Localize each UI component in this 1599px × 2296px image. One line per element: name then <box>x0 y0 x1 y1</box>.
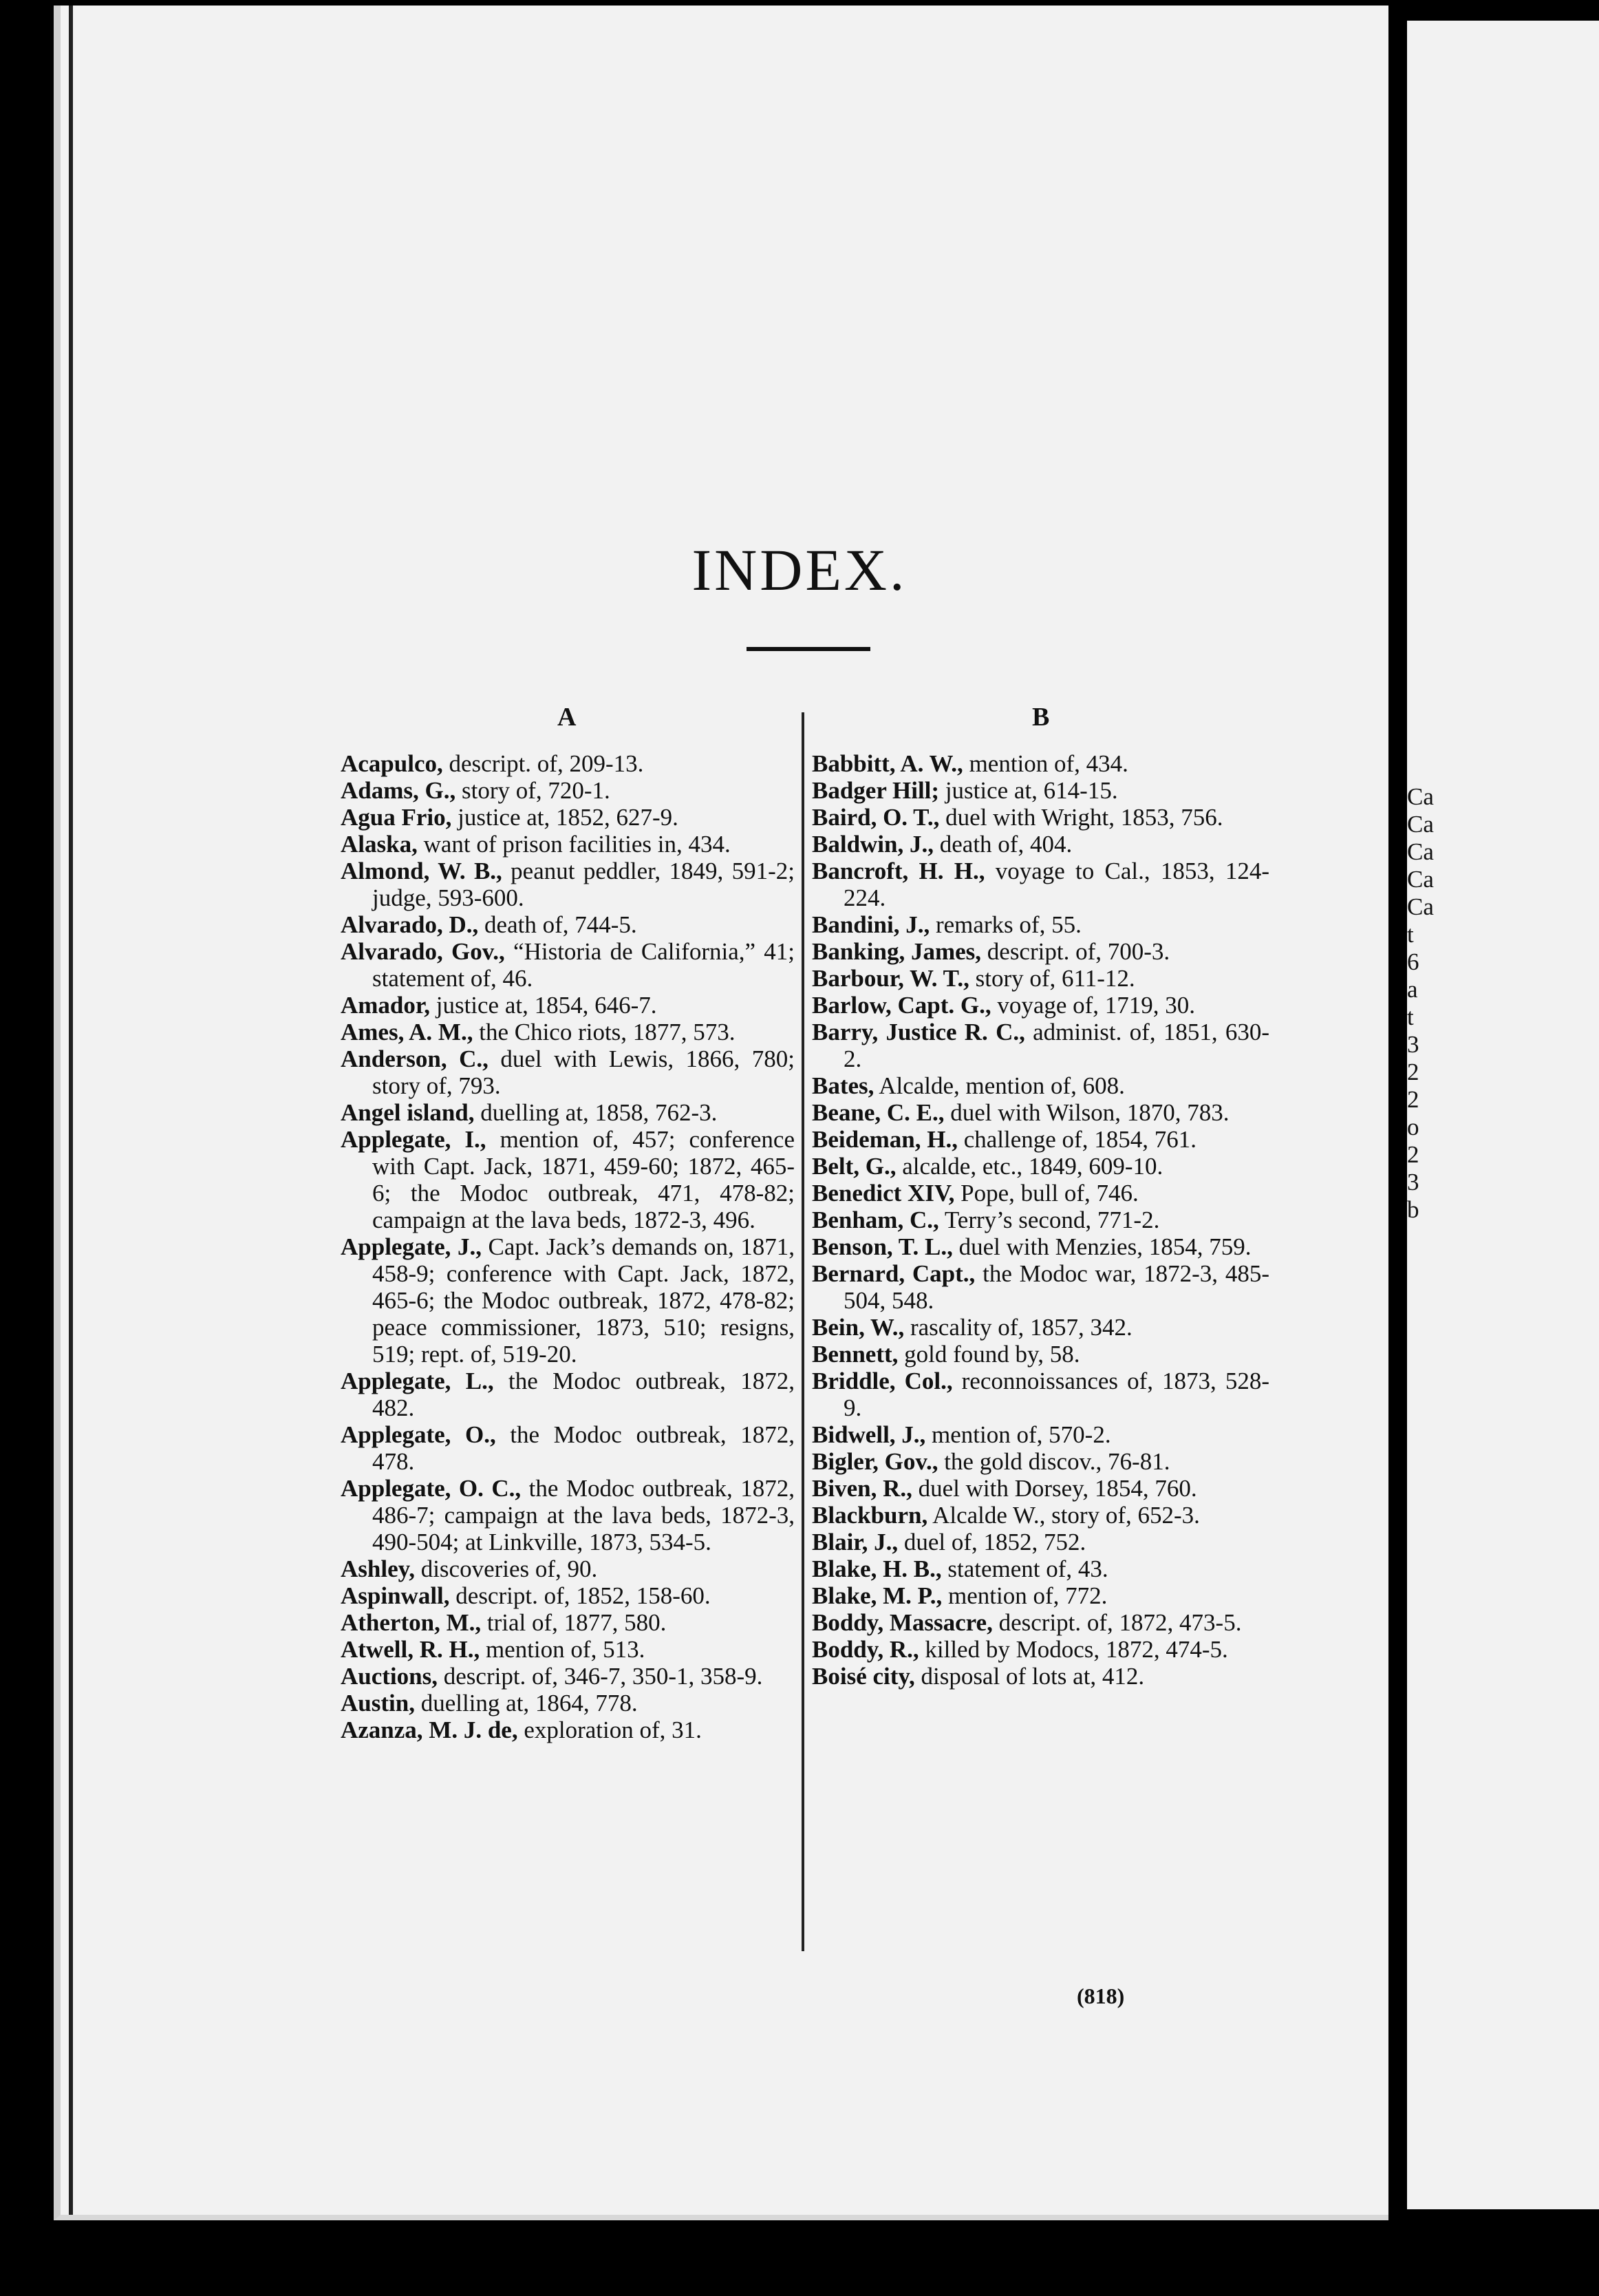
entry-heading: Boddy, Massacre, <box>812 1609 993 1636</box>
index-entry <box>341 992 795 1019</box>
entry-references: mention of, 434. <box>963 750 1128 777</box>
entry-references: duel of, 1852, 752. <box>898 1529 1086 1555</box>
facing-page-fragment: a <box>1407 976 1418 1003</box>
entry-heading: Anderson, C., <box>341 1045 489 1072</box>
facing-page-fragment: Ca <box>1407 811 1434 838</box>
entry-heading: Benedict XIV, <box>812 1180 955 1207</box>
entry-references: death of, 404. <box>934 831 1073 858</box>
entry-references: disposal of lots at, 412. <box>914 1663 1145 1690</box>
index-entry <box>812 1555 1269 1582</box>
index-entry <box>812 992 1269 1019</box>
section-heading-b: B <box>1032 703 1050 732</box>
entry-references: reconnoissances of, 1873, 528-9. <box>844 1368 1269 1421</box>
index-entry <box>812 858 1269 911</box>
index-entry <box>812 1502 1269 1529</box>
entry-references: administ. of, 1851, 630-2. <box>844 1019 1269 1072</box>
index-entry <box>812 1636 1269 1663</box>
index-entry <box>812 1475 1269 1502</box>
facing-page-fragment: Ca <box>1407 893 1434 920</box>
entry-references: justice at, 1852, 627-9. <box>451 804 678 831</box>
index-entry <box>341 1582 795 1609</box>
index-entry <box>812 831 1269 858</box>
index-entry <box>812 1180 1269 1207</box>
index-entry <box>341 1555 795 1582</box>
entry-references: Pope, bull of, 746. <box>954 1180 1139 1207</box>
index-entry <box>341 1126 795 1233</box>
entry-references: challenge of, 1854, 761. <box>957 1126 1196 1153</box>
entry-heading: Blair, J., <box>812 1529 899 1555</box>
entry-references: alcalde, etc., 1849, 609-10. <box>896 1153 1163 1180</box>
index-entry <box>812 1019 1269 1072</box>
entry-heading: Blake, M. P., <box>812 1582 943 1609</box>
index-column-a <box>341 750 795 1743</box>
index-entry <box>341 1421 795 1475</box>
entry-references: story of, 611-12. <box>969 965 1135 992</box>
entry-references: mention of, 457; conference with Capt. Jack, 1871, 459-60; 1872, 465-6; the Modoc outbreak, 471, 478-82; campaign at the lava beds, 1872-3, 496. <box>372 1126 795 1233</box>
entry-references: discoveries of, 90. <box>414 1555 598 1582</box>
facing-page-fragment: 3 <box>1407 1169 1419 1195</box>
index-entry <box>341 938 795 992</box>
entry-heading: Applegate, J., <box>341 1233 482 1260</box>
entry-heading: Bennett, <box>812 1341 899 1368</box>
index-entry <box>341 1475 795 1555</box>
index-entry <box>812 1153 1269 1180</box>
index-entry <box>341 1019 795 1045</box>
entry-references: Capt. Jack’s demands on, 1871, 458-9; conference with Capt. Jack, 1872, 465-6; the Modoc outbreak, 1872, 478-82; peace commissioner, 1873, 510; resigns, 519; rept. of, 519-20. <box>372 1233 795 1368</box>
entry-references: descript. of, 1872, 473-5. <box>992 1609 1242 1636</box>
index-entry <box>341 858 795 911</box>
entry-references: statement of, 43. <box>941 1555 1108 1582</box>
entry-references: the Modoc outbreak, 1872, 486-7; campaign at the lava beds, 1872-3, 490-504; at Linkville, 1873, 534-5. <box>372 1475 795 1555</box>
index-entry <box>812 777 1269 804</box>
entry-references: duelling at, 1858, 762-3. <box>474 1099 718 1126</box>
entry-heading: Blake, H. B., <box>812 1555 942 1582</box>
entry-references: justice at, 614-15. <box>939 777 1118 804</box>
facing-page-fragment: 2 <box>1407 1059 1419 1085</box>
entry-references: killed by Modocs, 1872, 474-5. <box>919 1636 1228 1663</box>
entry-references: duel with Dorsey, 1854, 760. <box>912 1475 1197 1502</box>
index-entry <box>341 831 795 858</box>
index-entry <box>341 1636 795 1663</box>
index-entry <box>341 804 795 831</box>
index-entry <box>812 1609 1269 1636</box>
facing-page-fragment: b <box>1407 1196 1419 1223</box>
section-heading-a: A <box>557 703 577 732</box>
entry-heading: Bancroft, H. H., <box>812 858 985 884</box>
entry-heading: Banking, James, <box>812 938 982 965</box>
entry-references: remarks of, 55. <box>930 911 1082 938</box>
facing-page-fragment: 3 <box>1407 1031 1419 1058</box>
entry-references: descript. of, 346-7, 350-1, 358-9. <box>438 1663 763 1690</box>
index-entry <box>341 1233 795 1368</box>
page-number: (818) <box>1077 1984 1125 2008</box>
index-entry <box>341 1690 795 1716</box>
index-entry <box>341 1045 795 1099</box>
entry-heading: Belt, G., <box>812 1153 897 1180</box>
index-entry <box>341 1368 795 1421</box>
entry-references: duel with Menzies, 1854, 759. <box>952 1233 1252 1260</box>
entry-heading: Agua Frio, <box>341 804 452 831</box>
entry-references: Alcalde, mention of, 608. <box>874 1072 1125 1099</box>
entry-heading: Almond, W. B., <box>341 858 502 884</box>
entry-heading: Benson, T. L., <box>812 1233 953 1260</box>
entry-references: voyage to Cal., 1853, 124-224. <box>844 858 1269 911</box>
entry-references: the gold discov., 76-81. <box>938 1448 1170 1475</box>
index-entry <box>812 1260 1269 1314</box>
entry-references: mention of, 570-2. <box>925 1421 1111 1448</box>
facing-page-fragment: t <box>1407 1003 1414 1030</box>
index-entry <box>812 1582 1269 1609</box>
facing-page-fragment: Ca <box>1407 866 1434 893</box>
entry-references: story of, 720-1. <box>455 777 610 804</box>
entry-heading: Austin, <box>341 1690 415 1716</box>
entry-references: voyage of, 1719, 30. <box>991 992 1196 1019</box>
entry-heading: Atherton, M., <box>341 1609 482 1636</box>
entry-heading: Applegate, O., <box>341 1421 496 1448</box>
index-entry <box>812 938 1269 965</box>
entry-references: Terry’s second, 771-2. <box>938 1207 1160 1233</box>
index-entry <box>812 1529 1269 1555</box>
entry-heading: Alaska, <box>341 831 418 858</box>
entry-references: rascality of, 1857, 342. <box>904 1314 1133 1341</box>
entry-heading: Briddle, Col., <box>812 1368 953 1394</box>
page-title: INDEX. <box>691 537 908 603</box>
entry-heading: Babbitt, A. W., <box>812 750 963 777</box>
entry-heading: Baldwin, J., <box>812 831 934 858</box>
entry-heading: Bates, <box>812 1072 874 1099</box>
index-entry <box>341 911 795 938</box>
index-entry <box>341 1099 795 1126</box>
entry-references: the Chico riots, 1877, 573. <box>473 1019 736 1045</box>
index-entry <box>341 1609 795 1636</box>
index-entry <box>812 1421 1269 1448</box>
entry-references: the Modoc outbreak, 1872, 478. <box>372 1421 795 1475</box>
index-entry <box>812 1072 1269 1099</box>
entry-references: descript. of, 209-13. <box>442 750 644 777</box>
index-column-b <box>812 750 1269 1690</box>
entry-heading: Barbour, W. T., <box>812 965 969 992</box>
entry-heading: Atwell, R. H., <box>341 1636 480 1663</box>
facing-page-fragment: Ca <box>1407 838 1434 865</box>
entry-heading: Auctions, <box>341 1663 438 1690</box>
index-entry <box>812 1099 1269 1126</box>
entry-heading: Adams, G., <box>341 777 456 804</box>
entry-heading: Acapulco, <box>341 750 443 777</box>
entry-heading: Boddy, R., <box>812 1636 919 1663</box>
entry-references: justice at, 1854, 646-7. <box>429 992 657 1019</box>
entry-references: mention of, 772. <box>942 1582 1108 1609</box>
entry-heading: Barlow, Capt. G., <box>812 992 991 1019</box>
entry-references: death of, 744-5. <box>478 911 637 938</box>
index-entry <box>341 1663 795 1690</box>
entry-references: gold found by, 58. <box>898 1341 1080 1368</box>
facing-page-fragment: t <box>1407 921 1414 948</box>
entry-heading: Badger Hill; <box>812 777 940 804</box>
entry-references: the Modoc war, 1872-3, 485-504, 548. <box>844 1260 1269 1314</box>
index-entry <box>812 1663 1269 1690</box>
entry-heading: Bidwell, J., <box>812 1421 926 1448</box>
entry-references: duelling at, 1864, 778. <box>414 1690 638 1716</box>
entry-heading: Alvarado, D., <box>341 911 479 938</box>
index-entry <box>812 1314 1269 1341</box>
entry-heading: Bein, W., <box>812 1314 905 1341</box>
column-divider <box>802 712 804 1951</box>
entry-references: duel with Wilson, 1870, 783. <box>944 1099 1230 1126</box>
entry-references: “Historia de California,” 41; statement of, 46. <box>372 938 795 992</box>
index-entry <box>812 911 1269 938</box>
index-entry <box>812 965 1269 992</box>
title-rule <box>747 647 870 651</box>
entry-references: peanut peddler, 1849, 591-2; judge, 593-600. <box>372 858 795 911</box>
entry-references: descript. of, 700-3. <box>981 938 1170 965</box>
index-entry <box>812 750 1269 777</box>
entry-heading: Beane, C. E., <box>812 1099 945 1126</box>
index-entry <box>812 1341 1269 1368</box>
index-entry <box>812 1207 1269 1233</box>
entry-heading: Alvarado, Gov., <box>341 938 505 965</box>
entry-heading: Bernard, Capt., <box>812 1260 976 1287</box>
facing-page-fragment: Ca <box>1407 783 1434 810</box>
entry-heading: Blackburn, <box>812 1502 928 1529</box>
index-entry <box>341 777 795 804</box>
entry-references: the Modoc outbreak, 1872, 482. <box>372 1368 795 1421</box>
entry-heading: Boisé city, <box>812 1663 915 1690</box>
facing-page <box>1407 21 1599 2209</box>
facing-page-fragment: o <box>1407 1114 1419 1140</box>
entry-heading: Applegate, I., <box>341 1126 486 1153</box>
index-entry <box>341 750 795 777</box>
index-entry <box>812 1368 1269 1421</box>
facing-page-fragment: 2 <box>1407 1141 1419 1168</box>
entry-references: exploration of, 31. <box>517 1716 702 1743</box>
entry-heading: Applegate, L., <box>341 1368 494 1394</box>
index-entry <box>341 1716 795 1743</box>
entry-heading: Aspinwall, <box>341 1582 450 1609</box>
index-entry <box>812 1448 1269 1475</box>
entry-heading: Biven, R., <box>812 1475 912 1502</box>
entry-heading: Beideman, H., <box>812 1126 958 1153</box>
entry-references: duel with Lewis, 1866, 780; story of, 793. <box>372 1045 795 1099</box>
entry-heading: Angel island, <box>341 1099 475 1126</box>
entry-heading: Baird, O. T., <box>812 804 940 831</box>
entry-references: mention of, 513. <box>480 1636 645 1663</box>
facing-page-fragment: 6 <box>1407 948 1419 975</box>
index-entry <box>812 1233 1269 1260</box>
entry-heading: Azanza, M. J. de, <box>341 1716 518 1743</box>
index-entry <box>812 804 1269 831</box>
page-spine-edge <box>69 6 73 2215</box>
entry-references: descript. of, 1852, 158-60. <box>449 1582 711 1609</box>
entry-references: duel with Wright, 1853, 756. <box>939 804 1223 831</box>
entry-heading: Barry, Justice R. C., <box>812 1019 1025 1045</box>
entry-references: Alcalde W., story of, 652-3. <box>927 1502 1200 1529</box>
entry-references: want of prison facilities in, 434. <box>417 831 731 858</box>
facing-page-fragment: 2 <box>1407 1086 1419 1113</box>
entry-heading: Benham, C., <box>812 1207 939 1233</box>
entry-heading: Amador, <box>341 992 430 1019</box>
entry-heading: Bandini, J., <box>812 911 930 938</box>
entry-references: trial of, 1877, 580. <box>481 1609 667 1636</box>
entry-heading: Applegate, O. C., <box>341 1475 522 1502</box>
index-entry <box>812 1126 1269 1153</box>
entry-heading: Ashley, <box>341 1555 415 1582</box>
entry-heading: Ames, A. M., <box>341 1019 473 1045</box>
entry-heading: Bigler, Gov., <box>812 1448 938 1475</box>
